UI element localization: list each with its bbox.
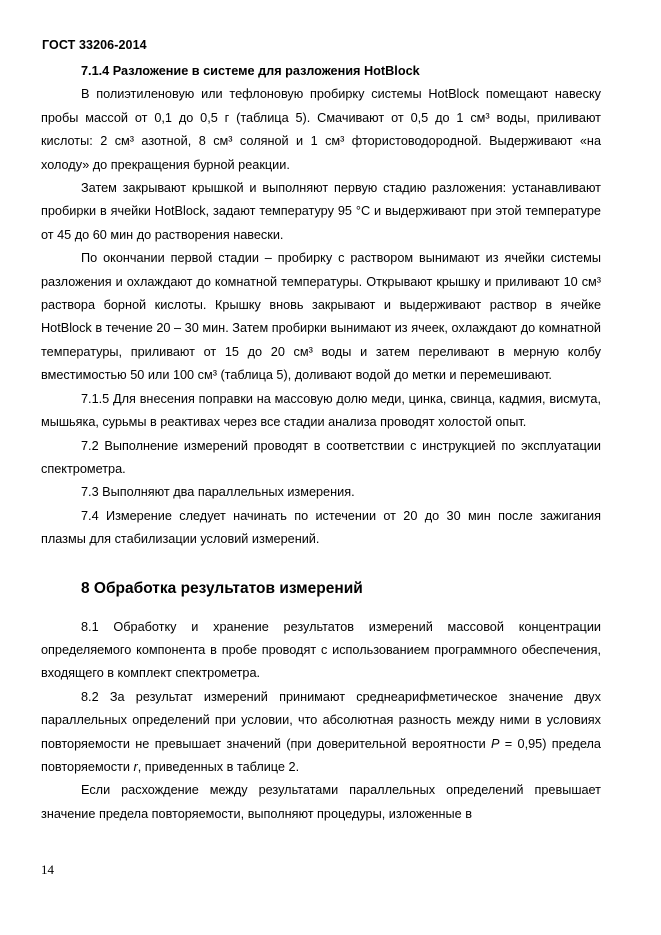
paragraph-7-2: 7.2 Выполнение измерений проводят в соответствии с инструкцией по эксплуатации спектрометра. — [41, 438, 601, 476]
paragraph-8-2-text-middle: = 0,95) предела повторяемости — [41, 736, 601, 774]
repeatability-symbol: r — [133, 759, 138, 774]
paragraph-hotblock-sample: В полиэтиленовую или тефлоновую пробирку системы HotBlock помещают навеску пробы массой от 0,1 до 0,5 г (таблица 5). Смачивают от 0,5 до 1 см³ воды, приливают кислоты: 2 см³ азотной, 8 см³ соляной и 1 см³ фтористоводородной. Выдерживают «на холоду» до прекращения бурной реакции. — [41, 87, 601, 172]
paragraph-after-first-stage: По окончании первой стадии – пробирку с раствором вынимают из ячейки системы разложения и охлаждают до комнатной температуры. Открывают крышку и приливают 10 см³ раствора борной кислоты. Крышку вновь закрывают и выдерживают раствор в ячейке HotBlock в течение 20 – 30 мин. Затем пробирки вынимают из ячеек, охлаждают до комнатной температуры, приливают от 15 до 20 см³ воды и затем переливают в мерную колбу вместимостью 50 или 100 см³ (таблица 5), доливают водой до метки и перемешивают. — [41, 251, 601, 383]
page-number: 14 — [41, 862, 54, 877]
paragraph-8-2-text-end: , приведенных в таблице 2. — [137, 759, 300, 774]
paragraph-discrepancy: Если расхождение между результатами параллельных определений превышает значение предела повторяемости, выполняют процедуры, изложенные в — [41, 783, 601, 821]
standard-header: ГОСТ 33206-2014 — [42, 38, 147, 52]
document-body — [41, 60, 601, 826]
paragraph-8-1: 8.1 Обработку и хранение результатов измерений массовой концентрации определяемого компонента в пробе проводят с использованием программного обеспечения, входящего в комплект спектрометра. — [41, 619, 601, 681]
paragraph-7-4: 7.4 Измерение следует начинать по истечении от 20 до 30 мин после зажигания плазмы для стабилизации условий измерений. — [41, 508, 601, 547]
paragraph-7-3: 7.3 Выполняют два параллельных измерения. — [81, 485, 355, 500]
paragraph-8-2 — [41, 686, 601, 780]
paragraph-8-2-text-start: 8.2 За результат измерений принимают среднеарифметическое значение двух параллельных определений при условии, что абсолютная разность между ними в условиях повторяемости не превышает значений (при доверительной вероятности — [41, 689, 601, 751]
paragraph-7-1-5: 7.1.5 Для внесения поправки на массовую долю меди, цинка, свинца, кадмия, висмута, мышьяка, сурьмы в реактивах через все стадии анализа проводят холостой опыт. — [41, 391, 601, 430]
probability-symbol: P — [491, 736, 500, 751]
section-8-title: 8 Обработка результатов измерений — [81, 579, 363, 597]
subheading-7-1-4: 7.1.4 Разложение в системе для разложения HotBlock — [81, 64, 420, 78]
paragraph-first-stage: Затем закрывают крышкой и выполняют первую стадию разложения: устанавливают пробирки в ячейки HotBlock, задают температуру 95 °С и выдерживают при этой температуре от 45 до 60 мин до растворения навески. — [41, 181, 601, 242]
